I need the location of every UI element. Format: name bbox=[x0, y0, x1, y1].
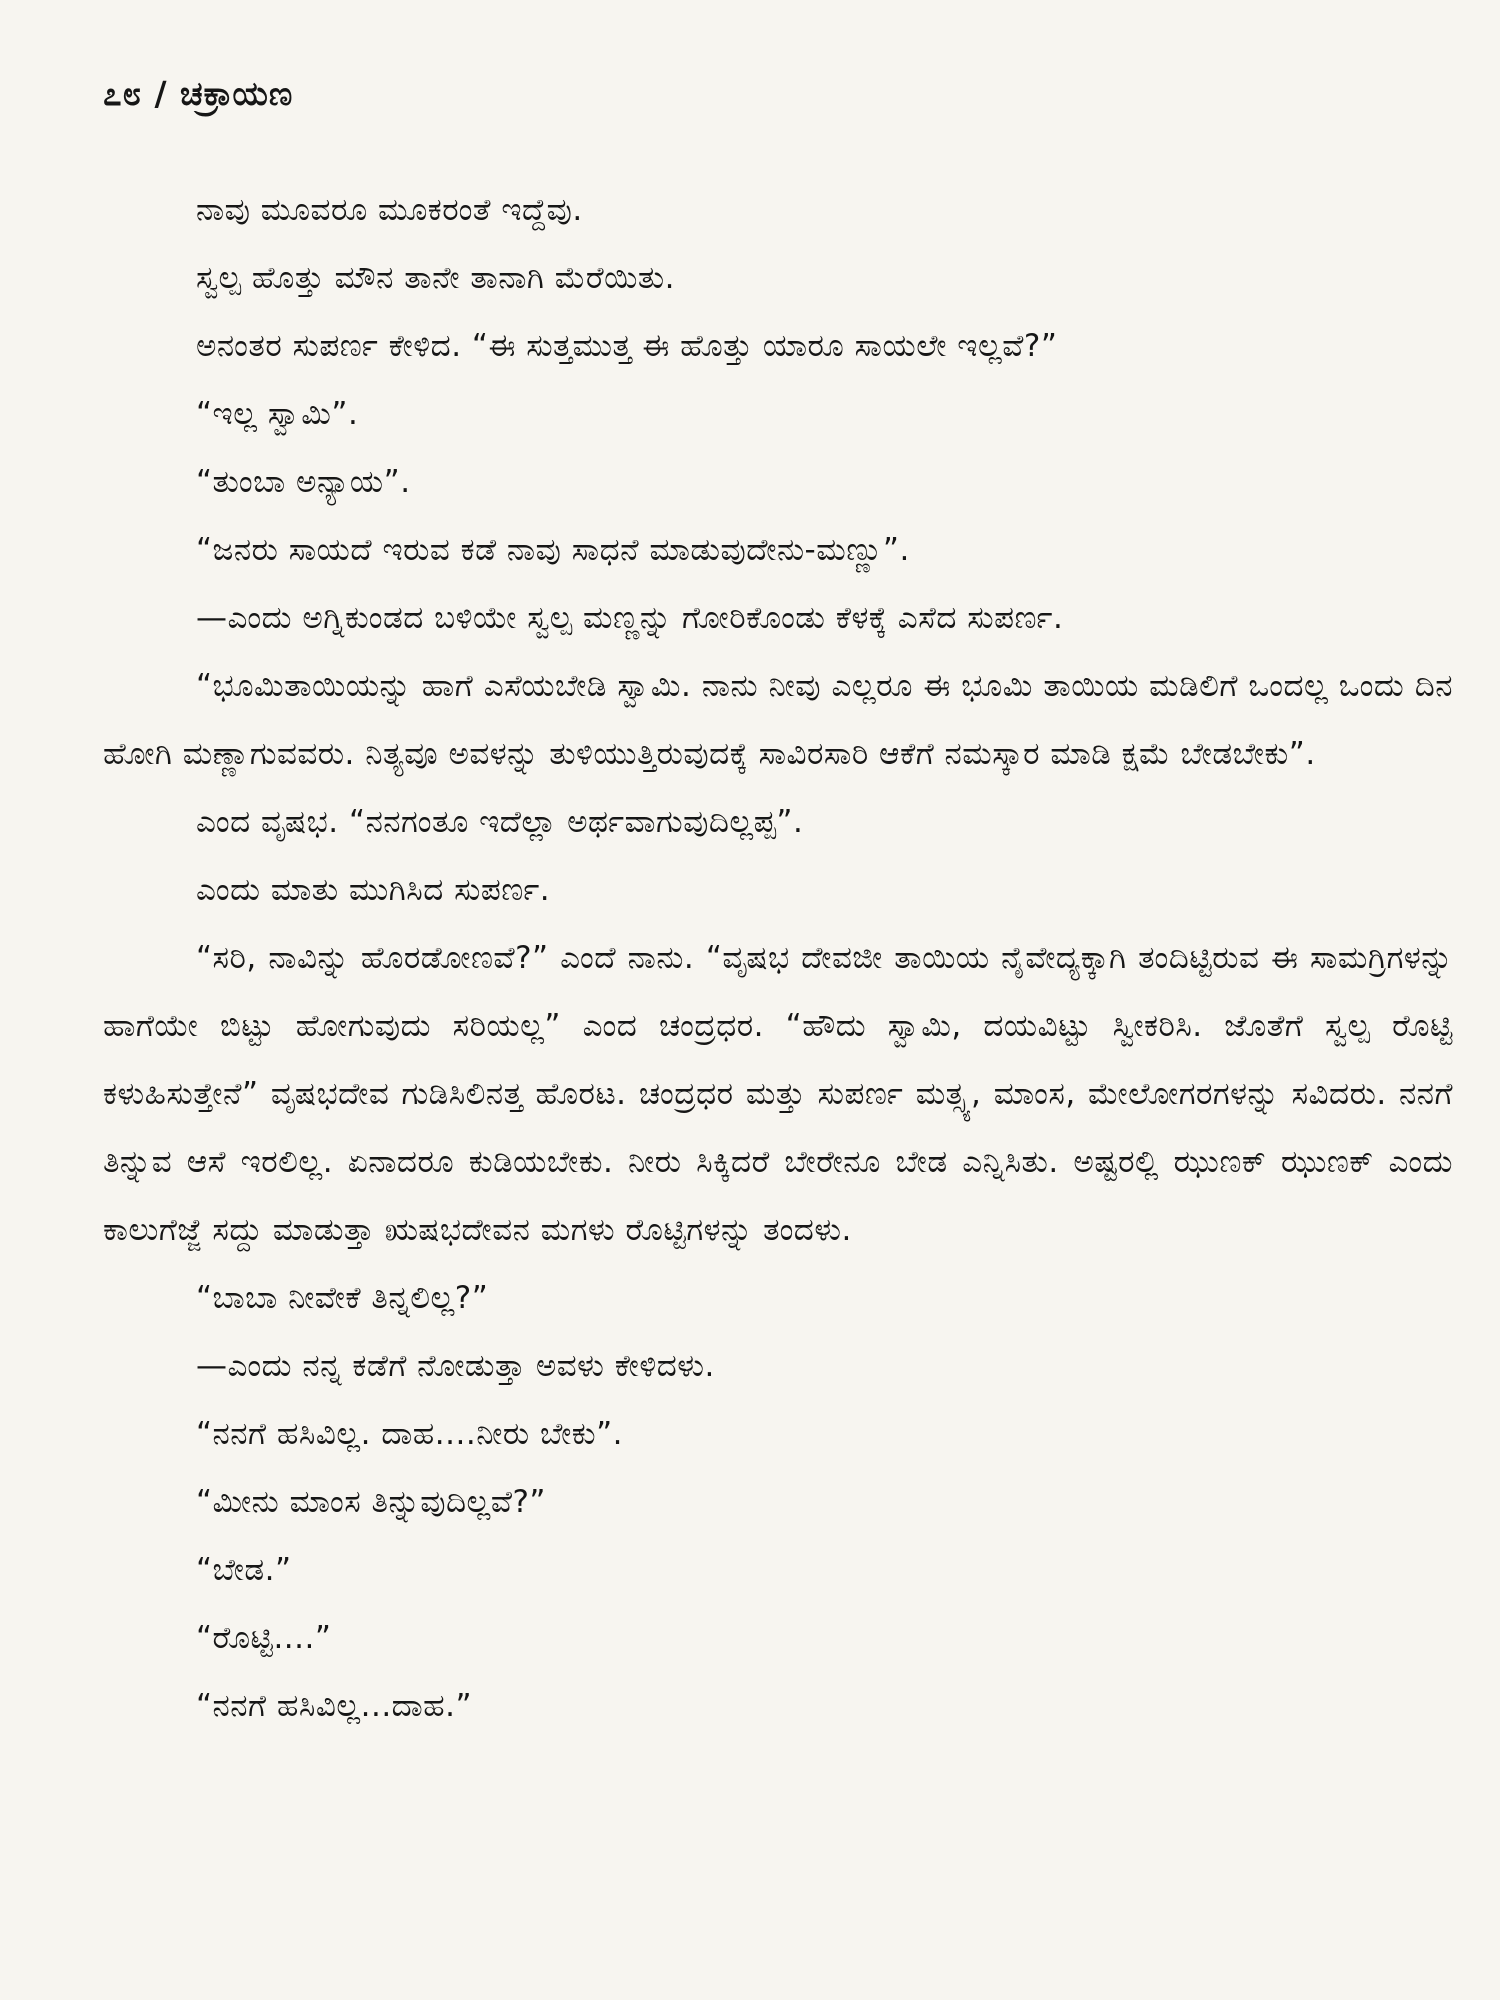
page-body bbox=[103, 176, 1453, 1740]
paragraph: “ಜನರು ಸಾಯದೆ ಇರುವ ಕಡೆ ನಾವು ಸಾಧನೆ ಮಾಡುವುದೇನು-ಮಣ್ಣು”. bbox=[196, 532, 910, 568]
paragraph: —ಎಂದು ಅಗ್ನಿಕುಂಡದ ಬಳಿಯೇ ಸ್ವಲ್ಪ ಮಣ್ಣನ್ನು ಗೋರಿಕೊಂಡು ಕೆಳಕ್ಕೆ ಎಸೆದ ಸುಪರ್ಣ. bbox=[196, 600, 1064, 636]
header-separator: / bbox=[154, 74, 168, 113]
paragraph: “ಭೂಮಿತಾಯಿಯನ್ನು ಹಾಗೆ ಎಸೆಯಬೇಡಿ ಸ್ವಾಮಿ. ನಾನು ನೀವು ಎಲ್ಲರೂ ಈ ಭೂಮಿ ತಾಯಿಯ ಮಡಿಲಿಗೆ ಒಂದಲ್ಲ ಒಂದು ದಿನ ಹೋಗಿ ಮಣ್ಣಾಗುವವರು. ನಿತ್ಯವೂ ಅವಳನ್ನು ತುಳಿಯುತ್ತಿರುವುದಕ್ಕೆ ಸಾವಿರಸಾರಿ ಆಕೆಗೆ ನಮಸ್ಕಾರ ಮಾಡಿ ಕ್ಷಮೆ ಬೇಡಬೇಕು”. bbox=[103, 668, 1453, 772]
paragraph: ಎಂದು ಮಾತು ಮುಗಿಸಿದ ಸುಪರ್ಣ. bbox=[196, 872, 551, 908]
page-header bbox=[103, 74, 293, 114]
paragraph: ಎಂದ ವೃಷಭ. “ನನಗಂತೂ ಇದೆಲ್ಲಾ ಅರ್ಥವಾಗುವುದಿಲ್ಲಪ್ಪ”. bbox=[196, 804, 804, 840]
paragraph: “ರೊಟ್ಟಿ....” bbox=[196, 1620, 332, 1656]
paragraph: “ಬಾಬಾ ನೀವೇಕೆ ತಿನ್ನಲಿಲ್ಲ?” bbox=[196, 1280, 489, 1316]
paragraph: “ತುಂಬಾ ಅನ್ಯಾಯ”. bbox=[196, 464, 411, 500]
paragraph: “ಬೇಡ.” bbox=[196, 1552, 292, 1588]
paragraph: “ನನಗೆ ಹಸಿವಿಲ್ಲ. ದಾಹ....ನೀರು ಬೇಕು”. bbox=[196, 1416, 624, 1452]
page-number: ೭೮ bbox=[103, 74, 142, 113]
paragraph: ನಾವು ಮೂವರೂ ಮೂಕರಂತೆ ಇದ್ದೆವು. bbox=[196, 192, 583, 228]
paragraph: “ಇಲ್ಲ ಸ್ವಾಮಿ”. bbox=[196, 396, 359, 432]
paragraph: ಅನಂತರ ಸುಪರ್ಣ ಕೇಳಿದ. “ಈ ಸುತ್ತಮುತ್ತ ಈ ಹೊತ್ತು ಯಾರೂ ಸಾಯಲೇ ಇಲ್ಲವೆ?” bbox=[196, 328, 1058, 364]
paragraph: “ನನಗೆ ಹಸಿವಿಲ್ಲ...ದಾಹ.” bbox=[196, 1688, 473, 1724]
book-title: ಚಕ್ರಾಯಣ bbox=[180, 74, 294, 113]
paragraph: “ಮೀನು ಮಾಂಸ ತಿನ್ನುವುದಿಲ್ಲವೆ?” bbox=[196, 1484, 546, 1520]
paragraph: ಸ್ವಲ್ಪ ಹೊತ್ತು ಮೌನ ತಾನೇ ತಾನಾಗಿ ಮೆರೆಯಿತು. bbox=[196, 260, 676, 296]
paragraph: —ಎಂದು ನನ್ನ ಕಡೆಗೆ ನೋಡುತ್ತಾ ಅವಳು ಕೇಳಿದಳು. bbox=[196, 1348, 715, 1384]
paragraph: “ಸರಿ, ನಾವಿನ್ನು ಹೊರಡೋಣವೆ?” ಎಂದೆ ನಾನು. “ವೃಷಭ ದೇವಜೀ ತಾಯಿಯ ನೈವೇದ್ಯಕ್ಕಾಗಿ ತಂದಿಟ್ಟಿರುವ ಈ ಸಾಮಗ್ರಿಗಳನ್ನು ಹಾಗೆಯೇ ಬಿಟ್ಟು ಹೋಗುವುದು ಸರಿಯಲ್ಲ” ಎಂದ ಚಂದ್ರಧರ. “ಹೌದು ಸ್ವಾಮಿ, ದಯವಿಟ್ಟು ಸ್ವೀಕರಿಸಿ. ಜೊತೆಗೆ ಸ್ವಲ್ಪ ರೊಟ್ಟಿ ಕಳುಹಿಸುತ್ತೇನೆ” ವೃಷಭದೇವ ಗುಡಿಸಿಲಿನತ್ತ ಹೊರಟ. ಚಂದ್ರಧರ ಮತ್ತು ಸುಪರ್ಣ ಮತ್ಸ್ಯ, ಮಾಂಸ, ಮೇಲೋಗರಗಳನ್ನು ಸವಿದರು. ನನಗೆ ತಿನ್ನುವ ಆಸೆ ಇರಲಿಲ್ಲ. ಏನಾದರೂ ಕುಡಿಯಬೇಕು. ನೀರು ಸಿಕ್ಕಿದರೆ ಬೇರೇನೂ ಬೇಡ ಎನ್ನಿಸಿತು. ಅಷ್ಟರಲ್ಲಿ ಝುಣಕ್ ಝುಣಕ್ ಎಂದು ಕಾಲುಗೆಜ್ಜೆ ಸದ್ದು ಮಾಡುತ್ತಾ ಋಷಭದೇವನ ಮಗಳು ರೊಟ್ಟಿಗಳನ್ನು ತಂದಳು. bbox=[103, 940, 1453, 1248]
